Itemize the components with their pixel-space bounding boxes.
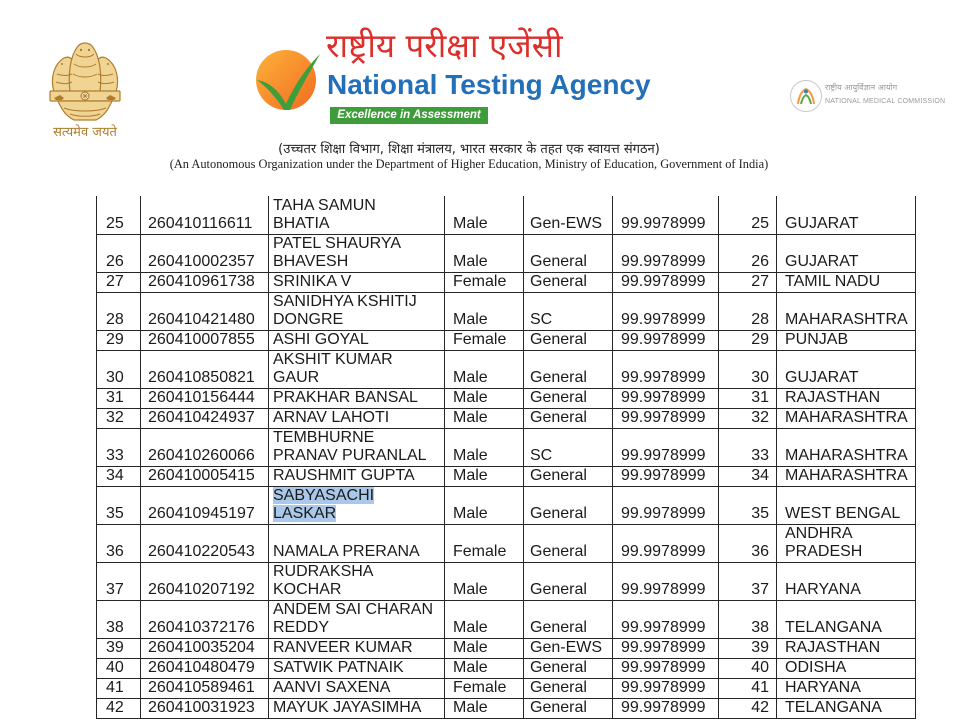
- table-row: [97, 466, 916, 486]
- score-cell: 99.9978999: [613, 196, 719, 234]
- roll-number-cell: 260410945197: [141, 486, 269, 524]
- category-cell: General: [524, 388, 613, 408]
- roll-number-cell: 260410421480: [141, 292, 269, 330]
- serial-number-cell: 26: [97, 234, 141, 272]
- category-cell: General: [524, 524, 613, 562]
- score-cell: 99.9978999: [613, 658, 719, 678]
- table-row: [97, 350, 916, 388]
- candidate-name-line: AANVI SAXENA: [273, 678, 391, 696]
- table-row: [97, 234, 916, 272]
- serial-number-cell: 25: [97, 196, 141, 234]
- candidate-name-cell: [269, 698, 445, 718]
- state-line: RAJASTHAN: [785, 638, 881, 656]
- rank-cell: 31: [719, 388, 777, 408]
- score-cell: 99.9978999: [613, 638, 719, 658]
- table-row: [97, 698, 916, 718]
- serial-number-cell: 39: [97, 638, 141, 658]
- rank-cell: 41: [719, 678, 777, 698]
- candidate-name-cell: [269, 428, 445, 466]
- state-line: HARYANA: [785, 580, 861, 598]
- roll-number-cell: 260410116611: [141, 196, 269, 234]
- candidate-name-line: TAHA SAMUN: [273, 196, 376, 214]
- candidate-name-line: SANIDHYA KSHITIJ: [273, 292, 417, 310]
- gender-cell: Male: [445, 698, 524, 718]
- agency-name-english: National Testing Agency: [327, 69, 651, 100]
- roll-number-cell: 260410005415: [141, 466, 269, 486]
- state-cell: [777, 466, 916, 486]
- candidate-name-line: LASKAR: [273, 504, 337, 522]
- score-cell: 99.9978999: [613, 466, 719, 486]
- candidate-name-line: SATWIK PATNAIK: [273, 658, 404, 676]
- gender-cell: Female: [445, 678, 524, 698]
- candidate-name-cell: [269, 638, 445, 658]
- table-row: [97, 196, 916, 234]
- rank-cell: 35: [719, 486, 777, 524]
- state-cell: [777, 234, 916, 272]
- score-cell: 99.9978999: [613, 272, 719, 292]
- candidate-name-cell: [269, 292, 445, 330]
- gender-cell: Female: [445, 524, 524, 562]
- rank-cell: 27: [719, 272, 777, 292]
- state-line: TAMIL NADU: [785, 272, 881, 290]
- candidate-name-line: BHAVESH: [273, 252, 349, 270]
- table-row: [97, 678, 916, 698]
- roll-number-cell: 260410220543: [141, 524, 269, 562]
- category-cell: General: [524, 234, 613, 272]
- state-line: PUNJAB: [785, 330, 849, 348]
- state-cell: [777, 388, 916, 408]
- category-cell: Gen-EWS: [524, 196, 613, 234]
- state-line: TELANGANA: [785, 618, 882, 636]
- candidate-name-line: TEMBHURNE: [273, 428, 375, 446]
- candidate-name-line: GAUR: [273, 368, 320, 386]
- state-cell: [777, 638, 916, 658]
- serial-number-cell: 38: [97, 600, 141, 638]
- category-cell: General: [524, 658, 613, 678]
- category-cell: General: [524, 562, 613, 600]
- rank-cell: 34: [719, 466, 777, 486]
- state-line: RAJASTHAN: [785, 388, 881, 406]
- state-line: GUJARAT: [785, 252, 859, 270]
- rank-cell: 32: [719, 408, 777, 428]
- score-cell: 99.9978999: [613, 486, 719, 524]
- serial-number-cell: 32: [97, 408, 141, 428]
- state-cell: [777, 486, 916, 524]
- candidate-name-line: PRANAV PURANLAL: [273, 446, 427, 464]
- serial-number-cell: 28: [97, 292, 141, 330]
- candidate-name-line: ARNAV LAHOTI: [273, 408, 390, 426]
- category-cell: SC: [524, 428, 613, 466]
- category-cell: General: [524, 678, 613, 698]
- rank-cell: 30: [719, 350, 777, 388]
- results-table: [96, 196, 916, 719]
- rank-cell: 38: [719, 600, 777, 638]
- state-cell: [777, 330, 916, 350]
- rank-cell: 37: [719, 562, 777, 600]
- category-cell: General: [524, 600, 613, 638]
- candidate-name-cell: [269, 330, 445, 350]
- serial-number-cell: 31: [97, 388, 141, 408]
- state-cell: [777, 698, 916, 718]
- state-cell: [777, 272, 916, 292]
- serial-number-cell: 37: [97, 562, 141, 600]
- commission-name-english: NATIONAL MEDICAL COMMISSION: [825, 98, 946, 105]
- roll-number-cell: 260410007855: [141, 330, 269, 350]
- subtitle-hindi: (उच्चतर शिक्षा विभाग, शिक्षा मंत्रालय, भारत सरकार के तहत एक स्वायत्त संगठन): [278, 142, 660, 157]
- candidate-name-cell: [269, 466, 445, 486]
- candidate-name-line: ANDEM SAI CHARAN: [273, 600, 434, 618]
- candidate-name-cell: [269, 196, 445, 234]
- state-line: ANDHRA: [785, 524, 853, 542]
- table-row: [97, 524, 916, 562]
- score-cell: 99.9978999: [613, 600, 719, 638]
- gender-cell: Male: [445, 486, 524, 524]
- candidate-name-line: KOCHAR: [273, 580, 342, 598]
- table-row: [97, 292, 916, 330]
- category-cell: General: [524, 330, 613, 350]
- emblem-motto: सत्यमेव जयते: [53, 125, 117, 140]
- state-cell: [777, 678, 916, 698]
- gender-cell: Male: [445, 466, 524, 486]
- score-cell: 99.9978999: [613, 292, 719, 330]
- state-line: PRADESH: [785, 542, 863, 560]
- category-cell: General: [524, 272, 613, 292]
- roll-number-cell: 260410424937: [141, 408, 269, 428]
- gender-cell: Female: [445, 272, 524, 292]
- candidate-name-line: SRINIKA V: [273, 272, 352, 290]
- table-row: [97, 388, 916, 408]
- gender-cell: Male: [445, 562, 524, 600]
- candidate-name-line: BHATIA: [273, 214, 330, 232]
- state-line: HARYANA: [785, 678, 861, 696]
- table-row: [97, 638, 916, 658]
- candidate-name-cell: [269, 562, 445, 600]
- serial-number-cell: 34: [97, 466, 141, 486]
- candidate-name-line: PRAKHAR BANSAL: [273, 388, 418, 406]
- candidate-name-line: RAUSHMIT GUPTA: [273, 466, 415, 484]
- rank-cell: 28: [719, 292, 777, 330]
- nmc-logo-icon: [789, 79, 823, 113]
- serial-number-cell: 42: [97, 698, 141, 718]
- gender-cell: Female: [445, 330, 524, 350]
- gender-cell: Male: [445, 196, 524, 234]
- rank-cell: 29: [719, 330, 777, 350]
- state-cell: [777, 562, 916, 600]
- roll-number-cell: 260410480479: [141, 658, 269, 678]
- candidate-name-line: MAYUK JAYASIMHA: [273, 698, 422, 716]
- serial-number-cell: 35: [97, 486, 141, 524]
- rank-cell: 42: [719, 698, 777, 718]
- rank-cell: 25: [719, 196, 777, 234]
- state-cell: [777, 408, 916, 428]
- score-cell: 99.9978999: [613, 234, 719, 272]
- rank-cell: 40: [719, 658, 777, 678]
- serial-number-cell: 33: [97, 428, 141, 466]
- agency-name-hindi: राष्ट्रीय परीक्षा एजेंसी: [326, 26, 563, 65]
- serial-number-cell: 40: [97, 658, 141, 678]
- candidate-name-line: RUDRAKSHA: [273, 562, 374, 580]
- state-line: MAHARASHTRA: [785, 446, 908, 464]
- gender-cell: Male: [445, 658, 524, 678]
- category-cell: General: [524, 408, 613, 428]
- score-cell: 99.9978999: [613, 350, 719, 388]
- agency-tagline: Excellence in Assessment: [330, 107, 488, 124]
- score-cell: 99.9978999: [613, 428, 719, 466]
- score-cell: 99.9978999: [613, 408, 719, 428]
- category-cell: Gen-EWS: [524, 638, 613, 658]
- state-cell: [777, 428, 916, 466]
- candidate-name-cell: [269, 388, 445, 408]
- serial-number-cell: 29: [97, 330, 141, 350]
- candidate-name-line: AKSHIT KUMAR: [273, 350, 393, 368]
- score-cell: 99.9978999: [613, 562, 719, 600]
- score-cell: 99.9978999: [613, 698, 719, 718]
- candidate-name-cell: [269, 600, 445, 638]
- roll-number-cell: 260410372176: [141, 600, 269, 638]
- gender-cell: Male: [445, 234, 524, 272]
- state-line: TELANGANA: [785, 698, 882, 716]
- table-row: [97, 562, 916, 600]
- score-cell: 99.9978999: [613, 524, 719, 562]
- nta-check-logo-icon: [254, 46, 320, 112]
- candidate-name-line: DONGRE: [273, 310, 344, 328]
- table-row: [97, 600, 916, 638]
- state-line: MAHARASHTRA: [785, 408, 908, 426]
- state-line: MAHARASHTRA: [785, 310, 908, 328]
- score-cell: 99.9978999: [613, 678, 719, 698]
- candidate-name-cell: [269, 678, 445, 698]
- national-emblem-icon: [40, 34, 130, 126]
- rank-cell: 39: [719, 638, 777, 658]
- table-row: [97, 272, 916, 292]
- roll-number-cell: 260410035204: [141, 638, 269, 658]
- state-line: WEST BENGAL: [785, 504, 901, 522]
- candidate-name-cell: [269, 272, 445, 292]
- table-body: [97, 196, 916, 718]
- table-row: [97, 408, 916, 428]
- candidate-name-line: ASHI GOYAL: [273, 330, 369, 348]
- roll-number-cell: 260410260066: [141, 428, 269, 466]
- category-cell: General: [524, 466, 613, 486]
- category-cell: General: [524, 486, 613, 524]
- roll-number-cell: 260410589461: [141, 678, 269, 698]
- rank-cell: 26: [719, 234, 777, 272]
- state-line: GUJARAT: [785, 368, 859, 386]
- gender-cell: Male: [445, 350, 524, 388]
- category-cell: General: [524, 350, 613, 388]
- candidate-name-cell: [269, 234, 445, 272]
- candidate-name-cell: [269, 408, 445, 428]
- roll-number-cell: 260410207192: [141, 562, 269, 600]
- gender-cell: Male: [445, 428, 524, 466]
- state-line: GUJARAT: [785, 214, 859, 232]
- table-row: [97, 330, 916, 350]
- state-line: MAHARASHTRA: [785, 466, 908, 484]
- table-row: [97, 486, 916, 524]
- score-cell: 99.9978999: [613, 388, 719, 408]
- candidate-name-line: REDDY: [273, 618, 330, 636]
- serial-number-cell: 41: [97, 678, 141, 698]
- table-row: [97, 658, 916, 678]
- gender-cell: Male: [445, 638, 524, 658]
- gender-cell: Male: [445, 600, 524, 638]
- candidate-name-line: SABYASACHI: [273, 486, 375, 504]
- serial-number-cell: 27: [97, 272, 141, 292]
- table-row: [97, 428, 916, 466]
- serial-number-cell: 30: [97, 350, 141, 388]
- score-cell: 99.9978999: [613, 330, 719, 350]
- candidate-name-line: PATEL SHAURYA: [273, 234, 402, 252]
- gender-cell: Male: [445, 388, 524, 408]
- serial-number-cell: 36: [97, 524, 141, 562]
- commission-name-hindi: राष्ट्रीय आयुर्विज्ञान आयोग: [825, 83, 898, 92]
- candidate-name-cell: [269, 350, 445, 388]
- subtitle-english: (An Autonomous Organization under the Department of Higher Education, Ministry of Education, Government of India): [169, 157, 769, 171]
- candidate-name-line: NAMALA PRERANA: [273, 542, 420, 560]
- roll-number-cell: 260410031923: [141, 698, 269, 718]
- state-cell: [777, 350, 916, 388]
- candidate-name-line: RANVEER KUMAR: [273, 638, 413, 656]
- state-cell: [777, 196, 916, 234]
- roll-number-cell: 260410002357: [141, 234, 269, 272]
- gender-cell: Male: [445, 408, 524, 428]
- candidate-name-cell: [269, 658, 445, 678]
- candidate-name-cell: [269, 524, 445, 562]
- state-cell: [777, 292, 916, 330]
- rank-cell: 36: [719, 524, 777, 562]
- roll-number-cell: 260410156444: [141, 388, 269, 408]
- state-cell: [777, 600, 916, 638]
- category-cell: General: [524, 698, 613, 718]
- roll-number-cell: 260410850821: [141, 350, 269, 388]
- state-cell: [777, 658, 916, 678]
- rank-cell: 33: [719, 428, 777, 466]
- roll-number-cell: 260410961738: [141, 272, 269, 292]
- category-cell: SC: [524, 292, 613, 330]
- gender-cell: Male: [445, 292, 524, 330]
- state-cell: [777, 524, 916, 562]
- candidate-name-cell: [269, 486, 445, 524]
- state-line: ODISHA: [785, 658, 847, 676]
